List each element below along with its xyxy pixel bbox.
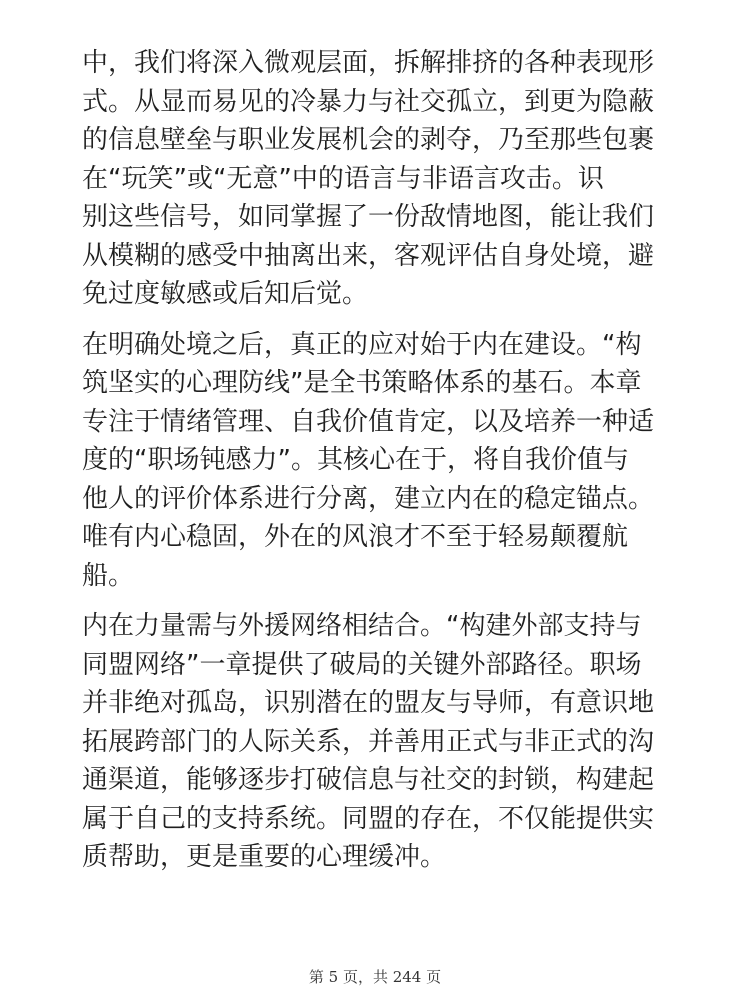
paragraph-2: 在明确处境之后，真正的应对始于内在建设。“构 筑坚实的心理防线”是全书策略体系的基石。本章 专注于情绪管理、自我价值肯定，以及培养一种适 度的“职场钝感力”。其核心在于，将自我价值与 他人的评价体系进行分离，建立内在的稳定锚点。 唯有内心稳固，外在的风浪才不至于轻易颠覆航 船。 (82, 329, 655, 591)
body-text (82, 44, 682, 889)
paragraph-1: 中，我们将深入微观层面，拆解排挤的各种表现形 式。从显而易见的冷暴力与社交孤立，到更为隐蔽 的信息壁垒与职业发展机会的剥夺，乃至那些包裹 在“玩笑”或“无意”中的语言与非语言攻击。识 别这些信号，如同掌握了一份敌情地图，能让我们 从模糊的感受中抽离出来，客观评估自身处境，避 免过度敏感或后知后觉。 (82, 48, 655, 309)
paragraph-3: 内在力量需与外援网络相结合。“构建外部支持与 同盟网络”一章提供了破局的关键外部路径。职场 并非绝对孤岛，识别潜在的盟友与导师，有意识地 拓展跨部门的人际关系，并善用正式与非正式的沟 通渠道，能够逐步打破信息与社交的封锁，构建起 属于自己的支持系统。同盟的存在，不仅能提供实 质帮助，更是重要的心理缓冲。 (82, 611, 655, 872)
page-number-footer: 第 5 页，共 244 页 (308, 968, 442, 986)
